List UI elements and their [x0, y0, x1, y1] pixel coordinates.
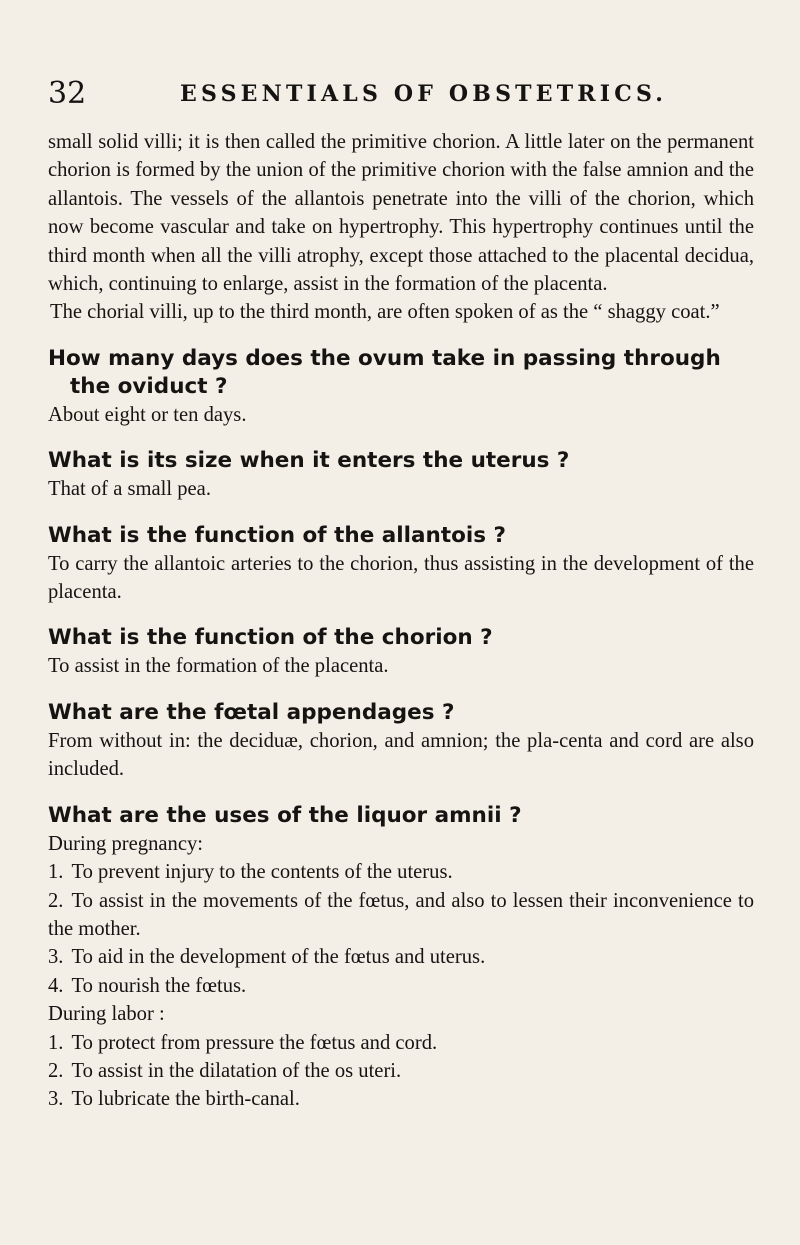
list-item: [48, 972, 754, 1000]
list-item-number: 1.: [48, 861, 64, 884]
list-item-number: 2.: [48, 1059, 64, 1082]
list-item-number: 4.: [48, 974, 64, 997]
list-item-number: 3.: [48, 1088, 64, 1111]
answer-text: To carry the allantoic arteries to the chorion, thus assisting in the development of the placenta.: [48, 552, 754, 604]
list-item-text: To assist in the dilatation of the os uteri.: [71, 1059, 402, 1082]
question-heading: What is the function of the allantois ?: [48, 522, 507, 548]
list-item-text: To protect from pressure the fœtus and cord.: [71, 1031, 438, 1054]
question-heading: What is the function of the chorion ?: [48, 625, 493, 651]
intro-paragraph: small solid villi; it is then called the primitive chorion. A little later on the permanent chorion is formed by the union of the primitive chorion with the false amnion and the allantois. The vessels of the allantois penetrate into the villi of the chorion, which now become vascular and take on hypertrophy. This hypertrophy continues until the third month when all the villi atrophy, except those attached to the placental decidua, which, continuing to enlarge, assist in the formation of the placenta.: [48, 131, 754, 296]
list-item-text: To nourish the fœtus.: [71, 974, 247, 997]
page-number: 32: [48, 76, 87, 111]
list-item: [48, 1029, 754, 1057]
answer-text: From without in: the deciduæ, chorion, and amnion; the pla-centa and cord are also included.: [48, 729, 754, 781]
list-item: [48, 1085, 754, 1113]
question-heading: What are the uses of the liquor amnii ?: [48, 802, 522, 828]
list-item-number: 2.: [48, 889, 64, 912]
intro-paragraph: The chorial villi, up to the third month, are often spoken of as the “ shaggy coat.”: [50, 301, 720, 324]
list-item-text: To assist in the movements of the fœtus, and also to lessen their inconvenience to the mother.: [48, 889, 754, 940]
running-title: ESSENTIALS OF OBSTETRICS.: [180, 81, 668, 107]
question-heading: What are the fœtal appendages ?: [48, 699, 455, 725]
question-heading: How many days does the ovum take in passing through the oviduct ?: [48, 345, 721, 399]
list-label: During labor :: [48, 1003, 165, 1026]
answer-text: That of a small pea.: [48, 478, 211, 501]
list-item: [48, 1057, 754, 1085]
answer-text: To assist in the formation of the placenta.: [48, 655, 389, 678]
list-item-text: To lubricate the birth-canal.: [71, 1088, 300, 1111]
list-item: [48, 943, 754, 971]
list-label: During pregnancy:: [48, 832, 203, 855]
question-heading: What is its size when it enters the uterus ?: [48, 448, 570, 474]
answer-text: About eight or ten days.: [48, 403, 247, 426]
list-item: [48, 887, 754, 944]
list-item: [48, 858, 754, 886]
list-item-number: 3.: [48, 946, 64, 969]
page-body: [48, 128, 754, 1114]
running-head: [48, 74, 752, 114]
list-item-text: To prevent injury to the contents of the uterus.: [71, 861, 453, 884]
list-item-text: To aid in the development of the fœtus and uterus.: [71, 946, 486, 969]
list-item-number: 1.: [48, 1031, 64, 1054]
